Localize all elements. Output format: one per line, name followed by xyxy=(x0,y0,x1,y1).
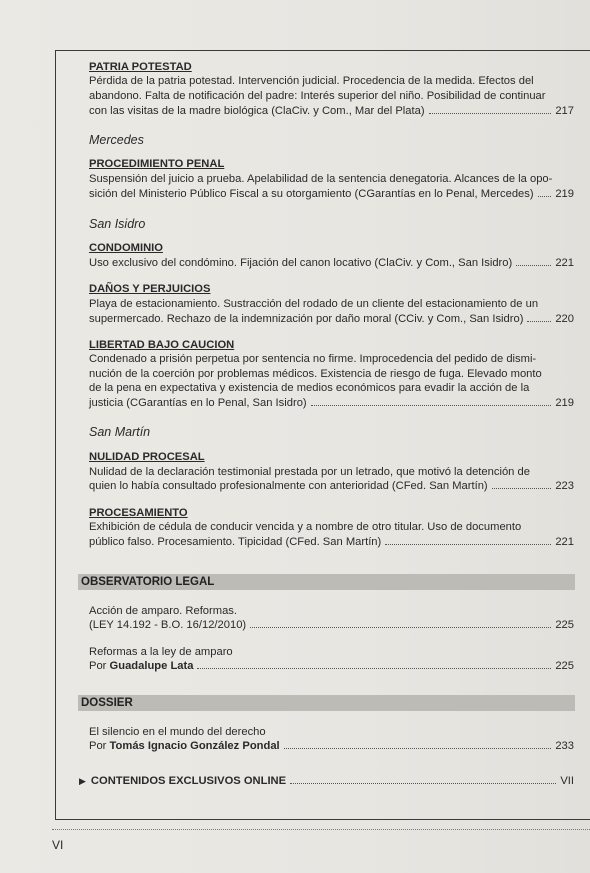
dot-leader xyxy=(538,196,552,197)
dot-leader xyxy=(284,748,552,749)
section-text-line: de la pena en expectativa y existencia de medios económicos para evadir la acción de la xyxy=(89,382,530,394)
section-text-last: justicia (CGarantías en lo Penal, San Isidro) xyxy=(89,397,307,409)
section-text-line: nución de la coerción por problemas médicos. Existencia de riesgo de fuga. Elevado monto xyxy=(89,368,542,380)
section-text-last: quien lo había consultado profesionalmente con anterioridad (CFed. San Martín) xyxy=(89,480,488,492)
section-text-line: Playa de estacionamiento. Sustracción del rodado de un cliente del estacionamiento de un xyxy=(89,298,539,310)
page-number: 217 xyxy=(555,105,574,117)
page-number: 223 xyxy=(555,480,574,492)
footer-page-number: VI xyxy=(52,838,64,852)
dot-leader xyxy=(516,265,551,266)
dot-leader xyxy=(527,321,551,322)
band-observatorio-legal: OBSERVATORIO LEGAL xyxy=(78,574,575,590)
page-number: 225 xyxy=(555,660,574,672)
toc-entry-online[interactable] xyxy=(79,774,574,790)
dot-leader xyxy=(492,488,552,489)
band-dossier: DOSSIER xyxy=(78,695,575,711)
toc-entry-row xyxy=(89,256,574,272)
footer-rule xyxy=(52,829,590,830)
page-number: 225 xyxy=(555,619,574,631)
dot-leader xyxy=(290,783,556,784)
toc-entry-row xyxy=(89,535,574,551)
section-heading-patria-potestad[interactable]: PATRIA POTESTAD xyxy=(89,61,192,73)
entry-text-line: El silencio en el mundo del derecho xyxy=(89,726,266,738)
entry-text-last: (LEY 14.192 - B.O. 16/12/2010) xyxy=(89,619,247,631)
author-name: Tomás Ignacio González Pondal xyxy=(109,740,280,752)
page-number: 221 xyxy=(555,536,574,548)
section-heading-condominio[interactable]: CONDOMINIO xyxy=(89,242,163,254)
section-heading-procesamiento[interactable]: PROCESAMIENTO xyxy=(89,507,188,519)
section-text-last: con las visitas de la madre biológica (ClaCiv. y Com., Mar del Plata) xyxy=(89,105,425,117)
section-text-line: Pérdida de la patria potestad. Intervención judicial. Procedencia de la medida. Efectos del xyxy=(89,75,534,87)
section-text-last: sición del Ministerio Público Fiscal a su otorgamiento (CGarantías en lo Penal, Mercedes) xyxy=(89,188,534,200)
dot-leader xyxy=(429,113,552,114)
section-text-last: Uso exclusivo del condómino. Fijación del canon locativo (ClaCiv. y Com., San Isidro) xyxy=(89,257,513,269)
section-text-last: supermercado. Rechazo de la indemnización por daño moral (CCiv. y Com., San Isidro) xyxy=(89,313,524,325)
toc-entry-row xyxy=(89,104,574,120)
page-number: 219 xyxy=(555,397,574,409)
author-prefix: Por xyxy=(89,740,110,752)
location-label-san-isidro: San Isidro xyxy=(89,217,146,231)
triangle-right-icon: ▶ xyxy=(79,776,86,786)
page-number: 220 xyxy=(555,313,574,325)
section-text-line: Suspensión del juicio a prueba. Apelabilidad de la sentencia denegatoria. Alcances de la opo- xyxy=(89,173,553,185)
dot-leader xyxy=(250,627,551,628)
author-name: Guadalupe Lata xyxy=(109,660,194,672)
section-heading-libertad-bajo-caucion[interactable]: LIBERTAD BAJO CAUCION xyxy=(89,339,235,351)
section-text-line: abandono. Falta de notificación del padre: Interés superior del niño. Posibilidad de continuar xyxy=(89,90,546,102)
section-heading-nulidad-procesal[interactable]: NULIDAD PROCESAL xyxy=(89,451,205,463)
dot-leader xyxy=(197,668,551,669)
section-heading-danos-y-perjuicios[interactable]: DAÑOS Y PERJUICIOS xyxy=(89,283,211,295)
location-label-san-martin: San Martín xyxy=(89,425,151,439)
toc-entry-row xyxy=(89,187,574,203)
toc-entry-row xyxy=(89,659,574,675)
section-text-last: público falso. Procesamiento. Tipicidad (CFed. San Martín) xyxy=(89,536,382,548)
section-heading-procedimiento-penal[interactable]: PROCEDIMIENTO PENAL xyxy=(89,158,225,170)
online-label: CONTENIDOS EXCLUSIVOS ONLINE xyxy=(90,775,287,787)
toc-entry-row xyxy=(89,618,574,634)
dot-leader xyxy=(311,405,552,406)
page-number: 219 xyxy=(555,188,574,200)
section-text-line: Exhibición de cédula de conducir vencida y a nombre de otro titular. Uso de documento xyxy=(89,521,522,533)
toc-entry-row xyxy=(89,312,574,328)
page-number: VII xyxy=(560,775,574,787)
page-number: 221 xyxy=(555,257,574,269)
location-label-mercedes: Mercedes xyxy=(89,133,144,147)
entry-text-line: Acción de amparo. Reformas. xyxy=(89,605,237,617)
dot-leader xyxy=(385,544,551,545)
author-prefix: Por xyxy=(89,660,110,672)
toc-entry-row xyxy=(89,479,574,495)
page-number: 233 xyxy=(555,740,574,752)
toc-entry-row xyxy=(89,739,574,755)
section-text-line: Condenado a prisión perpetua por sentencia no firme. Improcedencia del pedido de dismi- xyxy=(89,353,537,365)
section-text-line: Nulidad de la declaración testimonial prestada por un letrado, que motivó la detención de xyxy=(89,466,530,478)
entry-text-line: Reformas a la ley de amparo xyxy=(89,646,233,658)
toc-entry-row xyxy=(89,396,574,412)
